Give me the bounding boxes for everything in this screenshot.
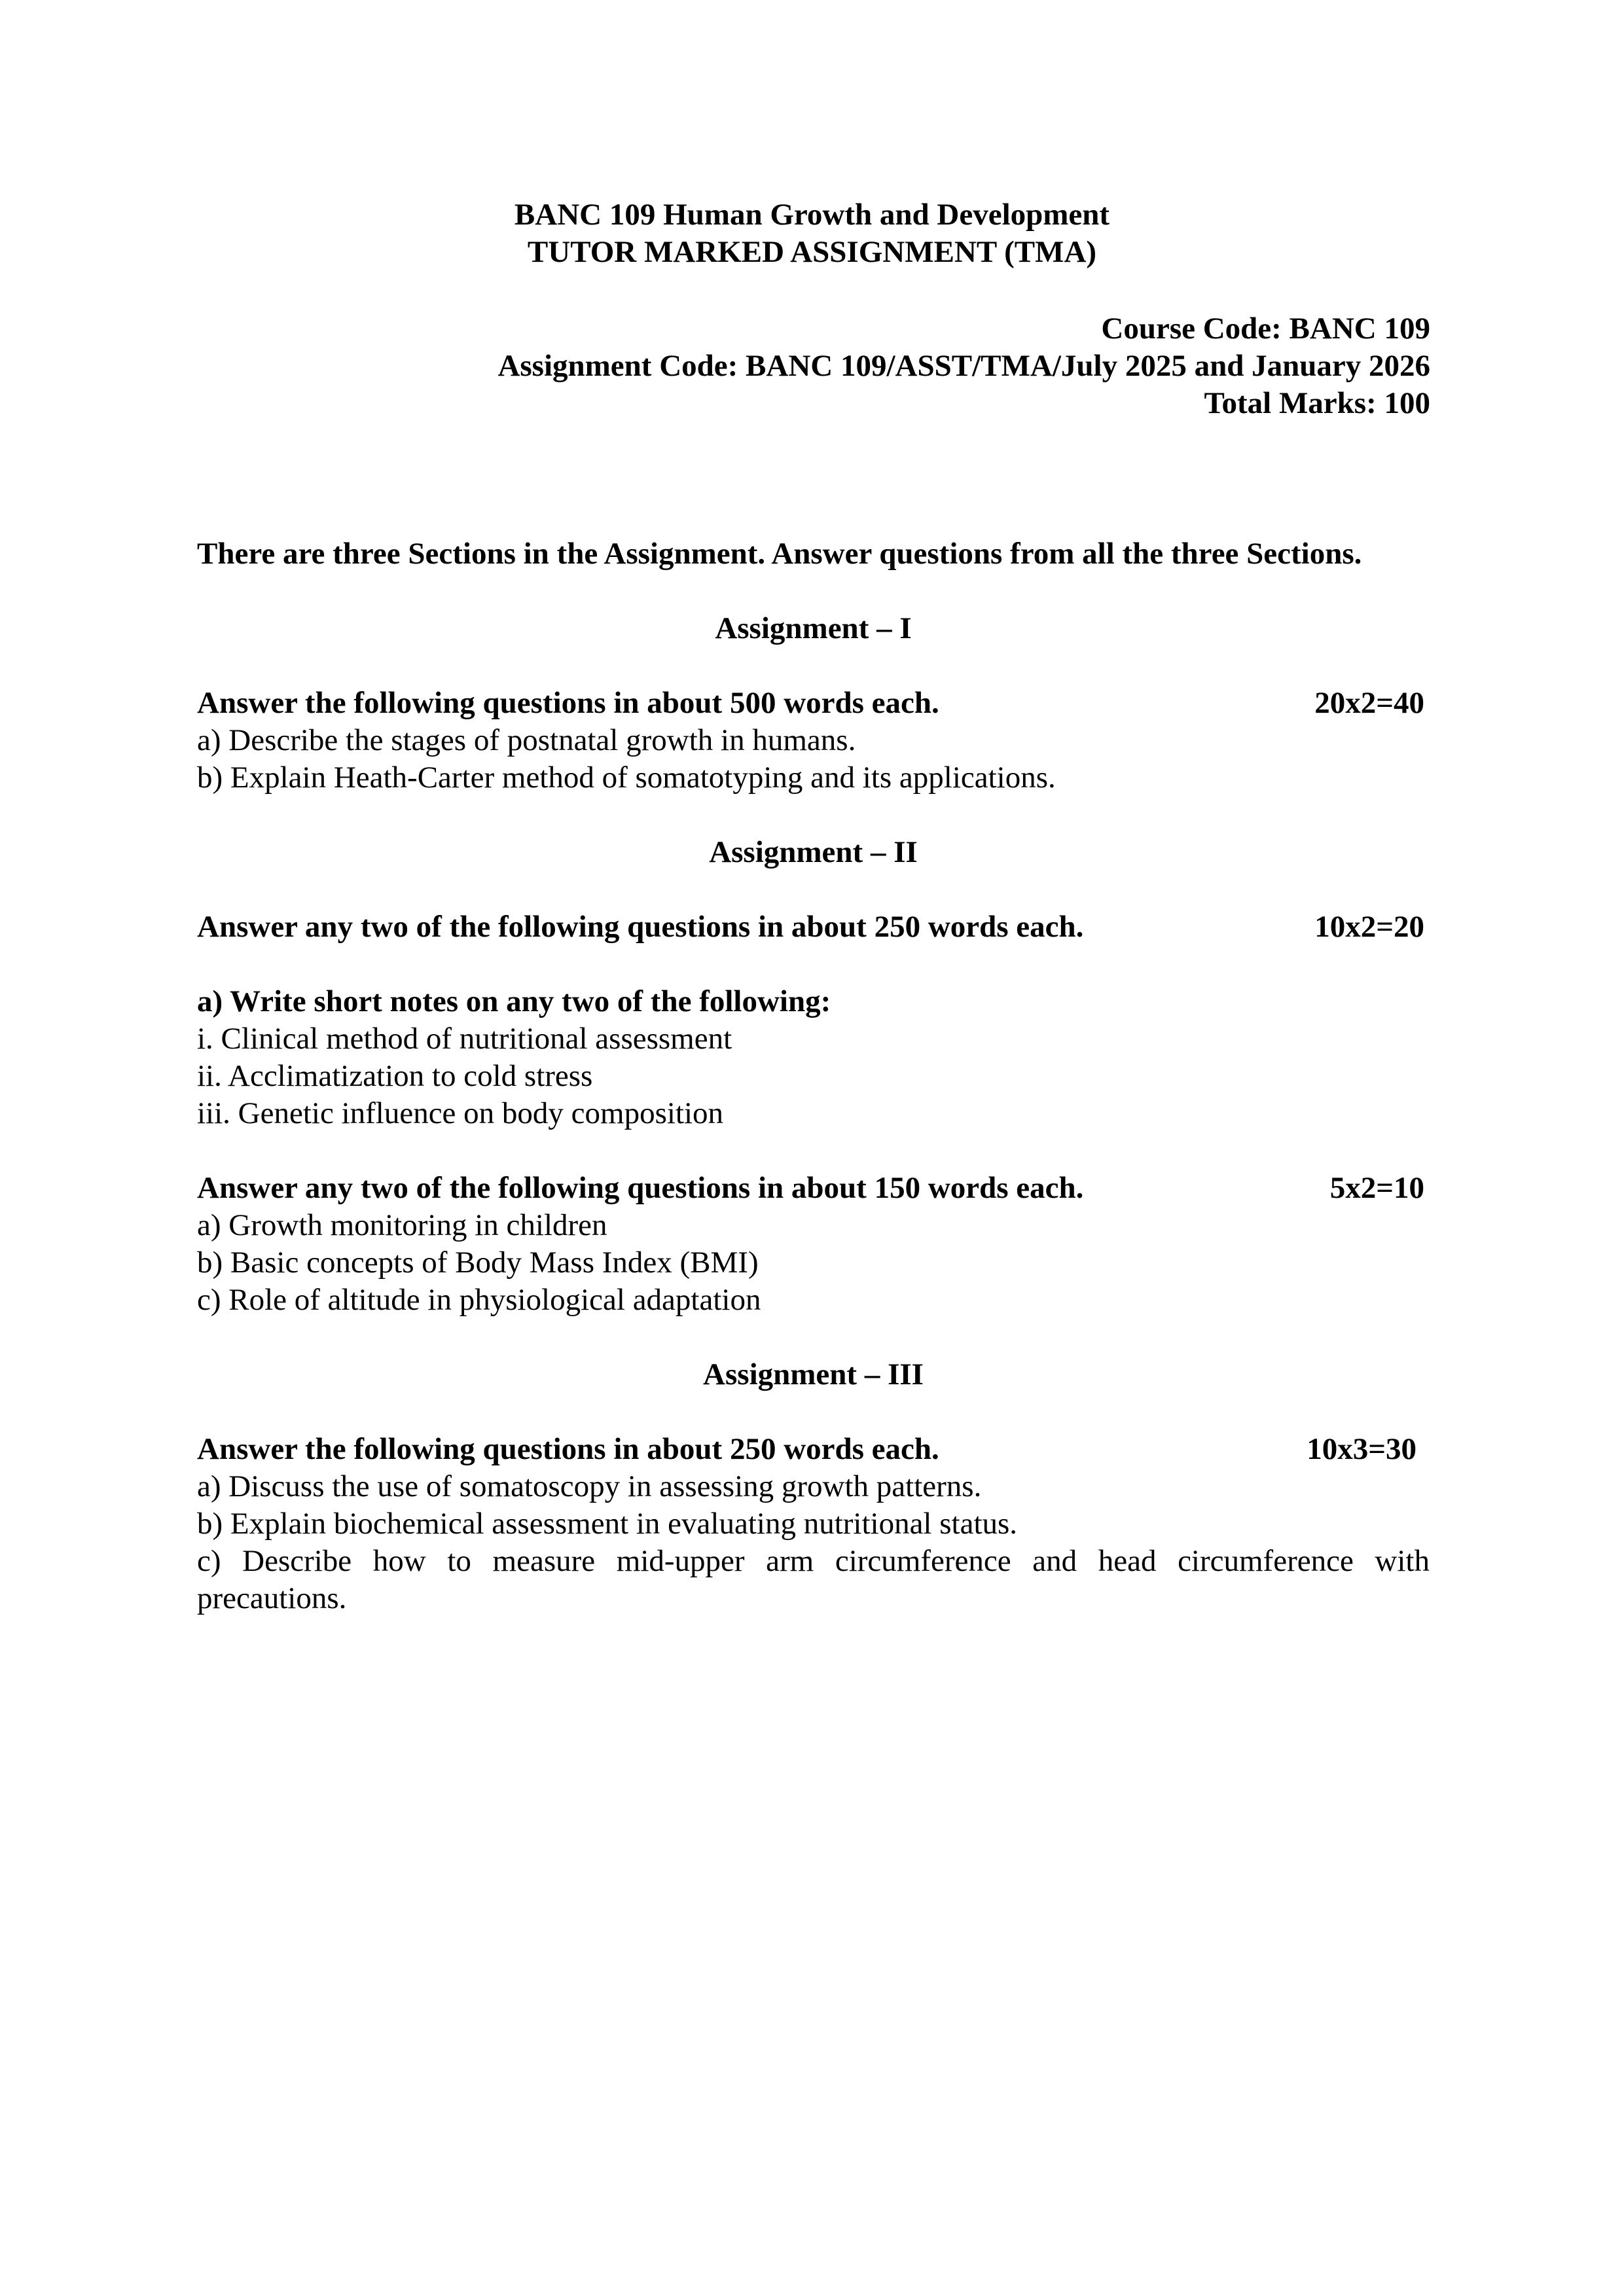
section-2-marks: 10x2=20 — [1314, 910, 1424, 944]
section-heading-1: Assignment – I — [715, 611, 912, 645]
document-subtitle: TUTOR MARKED ASSIGNMENT (TMA) — [527, 235, 1097, 269]
section-heading-2: Assignment – II — [709, 835, 918, 869]
title-block — [0, 196, 1624, 271]
section-1-question-b: b) Explain Heath-Carter method of somatotyping and its applications. — [197, 761, 1056, 795]
section-2-subheading: a) Write short notes on any two of the following: — [197, 984, 831, 1018]
section-2b-question-a: a) Growth monitoring in children — [197, 1208, 607, 1242]
section-2-question-i: i. Clinical method of nutritional assessment — [197, 1022, 732, 1056]
section-3-task: Answer the following questions in about 250 words each. — [197, 1432, 939, 1466]
section-3-question-b: b) Explain biochemical assessment in evaluating nutritional status. — [197, 1507, 1018, 1541]
section-1-task-row — [197, 685, 1430, 722]
assignment-code: Assignment Code: BANC 109/ASST/TMA/July 2025 and January 2026 — [497, 349, 1430, 383]
section-3-marks: 10x3=30 — [1307, 1432, 1416, 1466]
section-2-task-2: Answer any two of the following questions in about 150 words each. — [197, 1171, 1084, 1205]
section-2-question-ii: ii. Acclimatization to cold stress — [197, 1059, 593, 1093]
section-1-question-a: a) Describe the stages of postnatal growth in humans. — [197, 723, 856, 757]
section-2b-question-b: b) Basic concepts of Body Mass Index (BMI) — [197, 1246, 759, 1280]
general-instructions: There are three Sections in the Assignment. Answer questions from all the three Sections. — [197, 537, 1362, 571]
section-1-marks: 20x2=40 — [1314, 686, 1424, 720]
section-3-question-a: a) Discuss the use of somatoscopy in assessing growth patterns. — [197, 1469, 982, 1503]
section-2-marks-2: 5x2=10 — [1329, 1171, 1424, 1205]
section-2-question-iii: iii. Genetic influence on body composition — [197, 1096, 724, 1130]
section-3-task-row — [197, 1431, 1430, 1468]
section-2-task-row-2 — [197, 1170, 1430, 1207]
section-2-task: Answer any two of the following questions in about 250 words each. — [197, 910, 1084, 944]
section-1-task: Answer the following questions in about 500 words each. — [197, 686, 939, 720]
section-3-question-c: c) Describe how to measure mid-upper arm circumference and head circumference with precautions. — [197, 1544, 1430, 1615]
document-title: BANC 109 Human Growth and Development — [514, 198, 1110, 232]
codes-block — [497, 310, 1430, 422]
assignment-content — [197, 535, 1430, 1617]
section-2-task-row — [197, 908, 1430, 946]
course-code: Course Code: BANC 109 — [1101, 312, 1430, 346]
section-2b-question-c: c) Role of altitude in physiological adaptation — [197, 1283, 761, 1317]
section-heading-3: Assignment – III — [703, 1357, 924, 1391]
total-marks: Total Marks: 100 — [1204, 386, 1430, 420]
